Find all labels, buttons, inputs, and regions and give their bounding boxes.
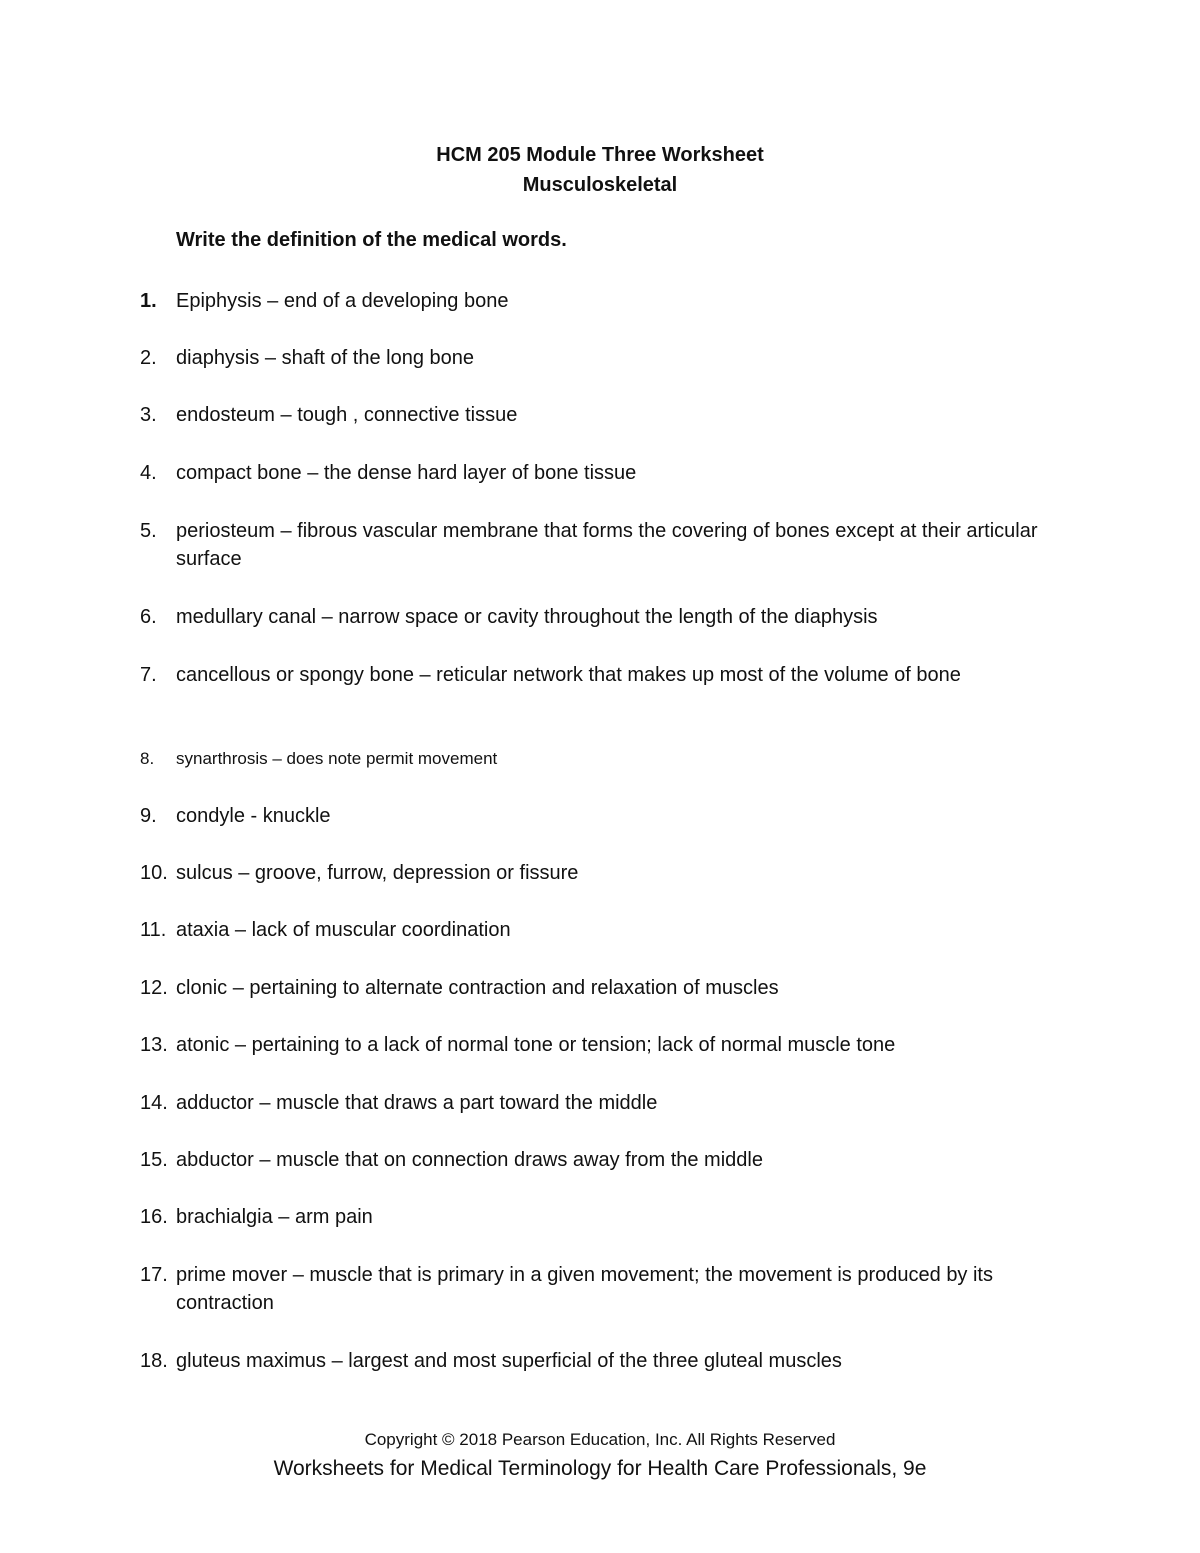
- list-item: [140, 859, 1040, 887]
- list-item: [140, 1089, 1040, 1117]
- list-item: [140, 916, 1040, 944]
- footer-book-title: Worksheets for Medical Terminology for Health Care Professionals, 9e: [273, 1457, 927, 1480]
- item-text: medullary canal – narrow space or cavity throughout the length of the diaphysis: [176, 606, 878, 628]
- item-text: compact bone – the dense hard layer of bone tissue: [176, 462, 637, 484]
- item-number: 3.: [140, 404, 157, 426]
- item-number: 17.: [140, 1264, 168, 1286]
- item-number: 13.: [140, 1034, 168, 1056]
- list-item: [140, 1203, 1040, 1231]
- item-number: 6.: [140, 606, 157, 628]
- item-text: synarthrosis – does note permit movement: [176, 749, 498, 768]
- item-text: cancellous or spongy bone – reticular network that makes up most of the volume of bone: [176, 664, 961, 686]
- item-number: 2.: [140, 347, 157, 369]
- item-number: 4.: [140, 462, 157, 484]
- item-text: condyle - knuckle: [176, 805, 331, 827]
- item-number: 16.: [140, 1206, 168, 1228]
- item-text: clonic – pertaining to alternate contraction and relaxation of muscles: [176, 977, 779, 999]
- list-item: [140, 459, 1040, 487]
- item-number: 14.: [140, 1092, 168, 1114]
- item-number: 8.: [140, 749, 155, 768]
- item-text: Epiphysis – end of a developing bone: [176, 290, 509, 312]
- item-text: prime mover – muscle that is primary in a given movement; the movement is produced by its contraction: [176, 1264, 993, 1314]
- list-item: [140, 287, 1040, 315]
- item-text: sulcus – groove, furrow, depression or fissure: [176, 862, 579, 884]
- item-text: abductor – muscle that on connection draws away from the middle: [176, 1149, 763, 1171]
- instructions: Write the definition of the medical words.: [176, 229, 567, 251]
- item-number: 18.: [140, 1350, 168, 1372]
- item-text: endosteum – tough , connective tissue: [176, 404, 518, 426]
- item-number: 15.: [140, 1149, 168, 1171]
- item-text: atonic – pertaining to a lack of normal tone or tension; lack of normal muscle tone: [176, 1034, 896, 1056]
- list-item: [140, 661, 1040, 689]
- list-item: [140, 344, 1040, 372]
- item-text: ataxia – lack of muscular coordination: [176, 919, 511, 941]
- list-item: [140, 974, 1040, 1002]
- list-item: [140, 517, 1040, 573]
- item-text: gluteus maximus – largest and most superficial of the three gluteal muscles: [176, 1350, 842, 1372]
- footer-copyright: Copyright © 2018 Pearson Education, Inc. All Rights Reserved: [364, 1430, 836, 1449]
- list-item: [140, 1146, 1040, 1174]
- page-subtitle: Musculoskeletal: [522, 174, 678, 196]
- item-number: 11.: [140, 919, 167, 941]
- list-item: [140, 802, 1040, 830]
- list-item: [140, 1031, 1040, 1059]
- list-item: [140, 603, 1040, 631]
- item-number: 9.: [140, 805, 157, 827]
- item-text: periosteum – fibrous vascular membrane that forms the covering of bones except at their articular surface: [176, 520, 1038, 570]
- item-text: diaphysis – shaft of the long bone: [176, 347, 474, 369]
- item-text: brachialgia – arm pain: [176, 1206, 373, 1228]
- item-number: 12.: [140, 977, 168, 999]
- list-item: [140, 401, 1040, 429]
- item-text: adductor – muscle that draws a part toward the middle: [176, 1092, 658, 1114]
- list-item: [140, 745, 1040, 773]
- item-number: 1.: [140, 290, 157, 312]
- item-number: 10.: [140, 862, 168, 884]
- page-title: HCM 205 Module Three Worksheet: [436, 144, 764, 166]
- item-number: 5.: [140, 520, 157, 542]
- item-number: 7.: [140, 664, 157, 686]
- list-item: [140, 1261, 1040, 1317]
- list-item: [140, 1347, 1040, 1375]
